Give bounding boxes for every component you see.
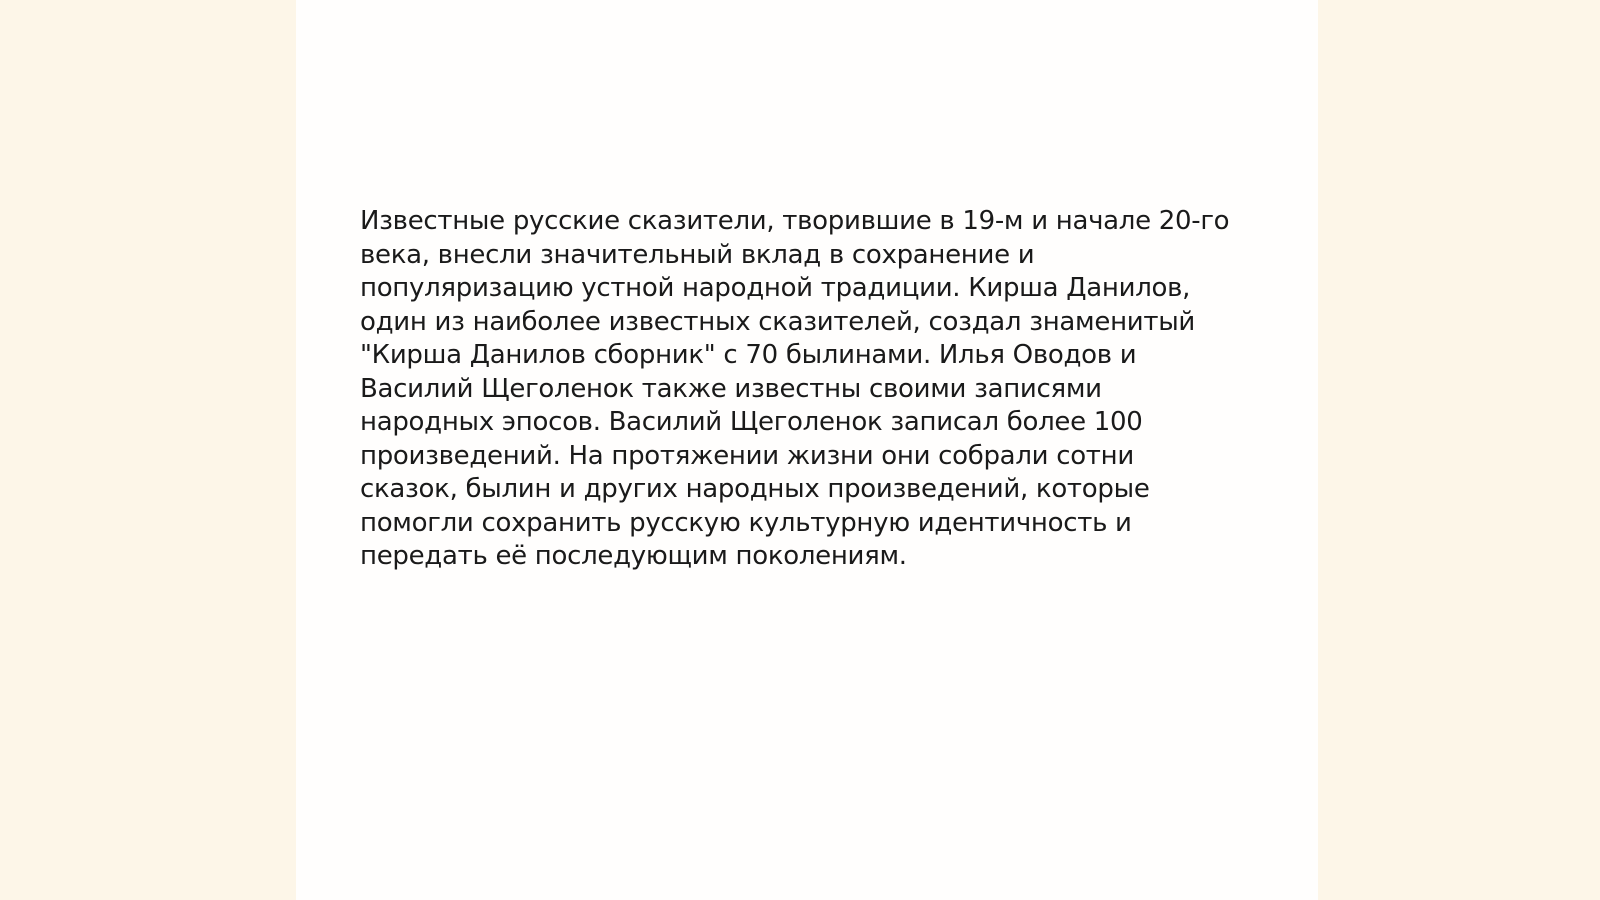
text-line: один из наиболее известных сказителей, создал знаменитый	[360, 306, 1196, 337]
text-line: помогли сохранить русскую культурную идентичность и	[360, 507, 1132, 538]
text-line: сказок, былин и других народных произведений, которые	[360, 474, 1150, 504]
text-line: народных эпосов. Василий Щеголенок записал более 100	[360, 407, 1143, 437]
text-line: Василий Щеголенок также известны своими записями	[360, 373, 1102, 404]
text-line: "Кирша Данилов сборник" с 70 былинами. Илья Оводов и	[360, 340, 1137, 370]
body-paragraph	[360, 205, 1260, 574]
text-line: Известные русские сказители, творившие в 19-м и начале 20-го	[360, 206, 1230, 236]
text-line: века, внесли значительный вклад в сохранение и	[360, 239, 1035, 270]
text-line: передать её последующим поколениям.	[360, 541, 907, 571]
text-line: произведений. На протяжении жизни они собрали сотни	[360, 440, 1134, 471]
document-page	[296, 0, 1318, 900]
text-line: популяризацию устной народной традиции. Кирша Данилов,	[360, 273, 1191, 303]
